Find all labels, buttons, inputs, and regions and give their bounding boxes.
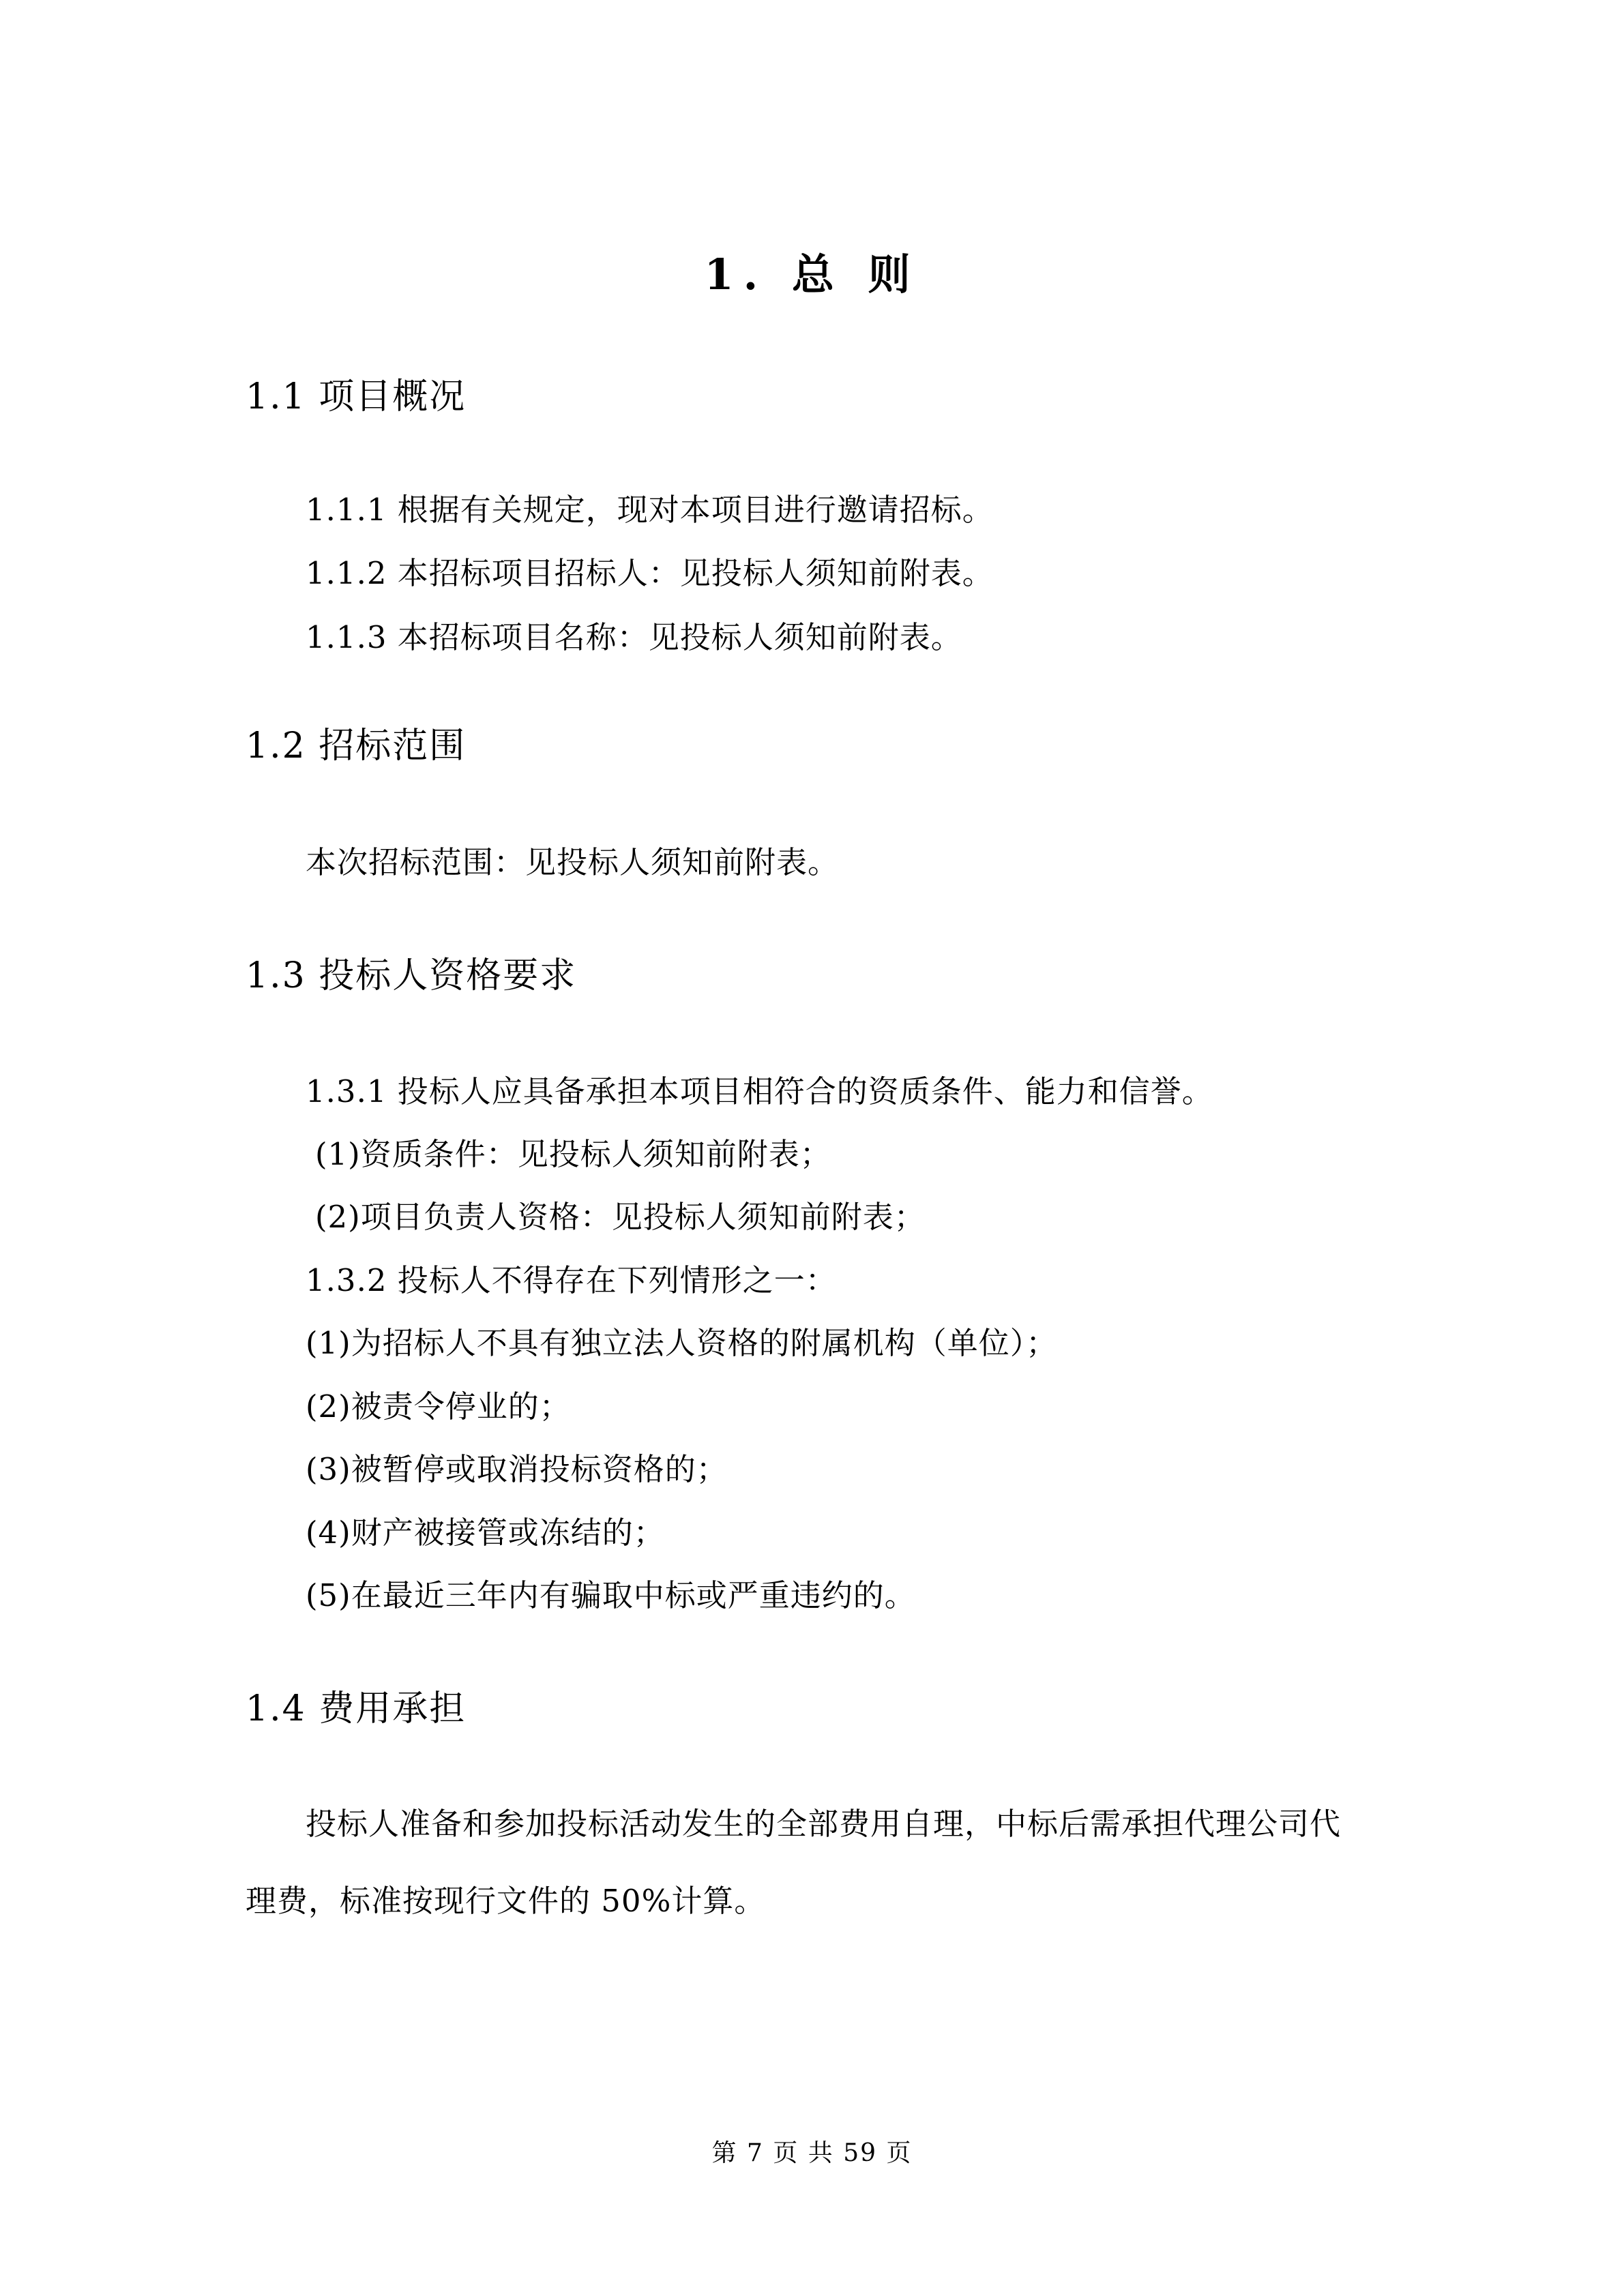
clause-1-1-3: 1.1.3 本招标项目名称：见投标人须知前附表。 xyxy=(306,619,962,655)
section-heading-1-2: 1.2 招标范围 xyxy=(246,726,467,766)
section-1-4-text-line-1: 投标人准备和参加投标活动发生的全部费用自理，中标后需承担代理公司代 xyxy=(306,1806,1342,1842)
list-item: (2)被责令停业的； xyxy=(306,1388,571,1425)
page-title: 1. 总 则 xyxy=(704,250,920,299)
clause-1-1-1: 1.1.1 根据有关规定，现对本项目进行邀请招标。 xyxy=(306,492,994,528)
page-footer: 第 7 页 共 59 页 xyxy=(711,2139,913,2167)
section-heading-1-3: 1.3 投标人资格要求 xyxy=(246,955,577,996)
list-item: (5)在最近三年内有骗取中标或严重违约的。 xyxy=(306,1577,916,1613)
clause-1-3-1: 1.3.1 投标人应具备承担本项目相符合的资质条件、能力和信誉。 xyxy=(306,1073,1213,1109)
section-heading-1-1: 1.1 项目概况 xyxy=(246,376,467,417)
section-heading-1-4: 1.4 费用承担 xyxy=(246,1688,467,1729)
list-item: (1)为招标人不具有独立法人资格的附属机构（单位）； xyxy=(306,1325,1058,1361)
list-item: (1)资质条件：见投标人须知前附表； xyxy=(315,1136,831,1172)
clause-1-1-2: 1.1.2 本招标项目招标人：见投标人须知前附表。 xyxy=(306,555,994,591)
clause-1-3-2: 1.3.2 投标人不得存在下列情形之一： xyxy=(306,1262,837,1298)
list-item: (4)财产被接管或冻结的； xyxy=(306,1515,665,1551)
list-item: (3)被暂停或取消投标资格的； xyxy=(306,1451,728,1487)
section-1-2-text: 本次招标范围：见投标人须知前附表。 xyxy=(306,844,840,880)
list-item: (2)项目负责人资格：见投标人须知前附表； xyxy=(315,1199,926,1235)
section-1-4-text-line-2: 理费，标准按现行文件的 50%计算。 xyxy=(246,1883,766,1919)
